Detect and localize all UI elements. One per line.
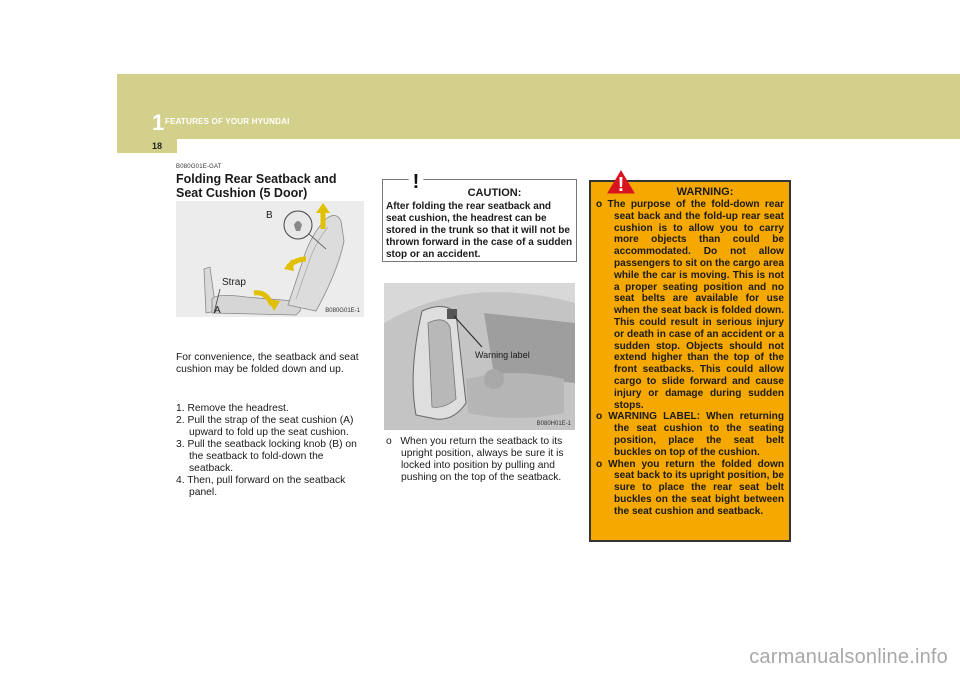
label-strap: Strap (222, 277, 246, 288)
warning-box (589, 174, 791, 542)
caution-box (382, 171, 577, 262)
section-heading (176, 164, 366, 200)
warning-item: o When you return the folded down seat back to its upright position, be sure to place the rear seat belt buckles on the seat bight between the seat cushion and seatback. (596, 458, 784, 517)
intro-paragraph: For convenience, the seatback and seat cushion may be folded down and up. (176, 352, 359, 375)
label-a: A (214, 305, 221, 316)
chapter-number: 1 (152, 110, 165, 135)
steps-list (176, 403, 366, 499)
warning-triangle-icon (402, 167, 430, 191)
step-item: 1. Remove the headrest. (176, 403, 289, 414)
caution-heading: CAUTION: (467, 187, 522, 199)
chapter-title: FEATURES OF YOUR HYUNDAI (165, 117, 290, 126)
warning-list (596, 199, 784, 518)
label-b: B (266, 210, 273, 221)
upright-note (386, 436, 576, 484)
warning-triangle-icon (607, 170, 635, 194)
note-text: When you return the seatback to its upright position, always be sure it is locked into position by pulling and pushing on the top of the seatback. (400, 436, 564, 483)
page-number: 18 (152, 141, 163, 151)
warning-label-text: Warning label (475, 350, 530, 360)
step-item: 4. Then, pull forward on the seatback panel. (176, 475, 346, 498)
bullet: o (386, 436, 392, 447)
figure-code: B080H01E-1 (536, 421, 571, 427)
warning-heading: WARNING: (676, 186, 734, 198)
step-item: 3. Pull the seatback locking knob (B) on the seatback to fold-down the seatback. (176, 439, 357, 474)
caution-text: After folding the rear seatback and seat cushion, the headrest can be stored in the trunk so that it will not be thrown forward in the case of a sudden stop or an accident. (386, 201, 573, 260)
warning-item: o The purpose of the fold-down rear seat back and the fold-up rear seat cushion is to allow you to carry more objects than could be accommodated. Do not allow passengers to sit on the cargo area while the car is moving. This is not a proper seating position and no seat belts are available for use when the seat back is folded down. This could result in serious injury or death in case of an accident or a sudden stop. Objects should not extend higher than the top of the front seatbacks. This could allow cargo to slide forward and cause injury or damage during sudden stops. (596, 199, 784, 411)
step-item: 2. Pull the strap of the seat cushion (A) upward to fold up the seat cushion. (176, 415, 354, 438)
warning-label-figure (384, 283, 575, 430)
watermark[interactable]: carmanualsonline.info (749, 646, 948, 668)
section-code: B080G01E-GAT (176, 164, 222, 170)
header-band (117, 74, 960, 139)
seat-folding-figure (176, 201, 364, 317)
figure-code: B080G01E-1 (325, 308, 360, 314)
svg-text:!: ! (412, 171, 420, 191)
warning-item: o WARNING LABEL: When returning the seat cushion to the seating position, place the seat belt buckles on top of the cushion. (596, 411, 784, 458)
header-tab (117, 139, 177, 153)
svg-text:!: ! (617, 174, 625, 194)
section-title: Folding Rear Seatback and Seat Cushion (5 Door) (176, 172, 337, 200)
